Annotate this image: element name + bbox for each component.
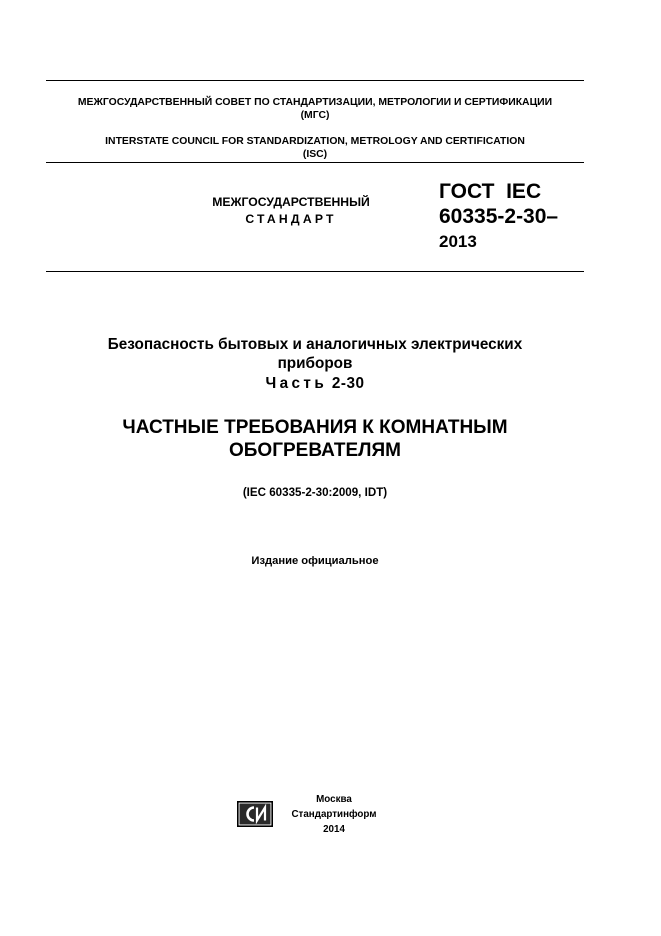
- standard-type-line1: МЕЖГОСУДАРСТВЕННЫЙ: [212, 195, 370, 209]
- top-rule: [46, 80, 584, 81]
- header-bottom-rule: [46, 271, 584, 272]
- subtitle-line2: ОБОГРЕВАТЕЛЯМ: [229, 440, 401, 461]
- publisher-name: Стандартинформ: [291, 809, 377, 820]
- iec-reference: (IEC 60335-2-30:2009, IDT): [242, 486, 388, 499]
- edition-note: Издание официальное: [251, 555, 379, 567]
- council-name-en: INTERSTATE COUNCIL FOR STANDARDIZATION, METROLOGY AND CERTIFICATION: [105, 136, 525, 147]
- standard-code-line3: 2013: [439, 232, 477, 251]
- standard-code-line2: 60335-2-30–: [439, 205, 559, 228]
- council-name-ru: МЕЖГОСУДАРСТВЕННЫЙ СОВЕТ ПО СТАНДАРТИЗАЦИИ, МЕТРОЛОГИИ И СЕРТИФИКАЦИИ: [77, 97, 553, 108]
- standard-type-line2: СТАНДАРТ: [245, 212, 337, 226]
- title-line2: приборов: [277, 355, 353, 372]
- publisher-city: Москва: [316, 794, 352, 805]
- title-line1: Безопасность бытовых и аналогичных электрических: [107, 336, 523, 353]
- part-word: Часть: [265, 375, 328, 392]
- council-abbr-ru: (МГС): [300, 110, 330, 121]
- subtitle-line1: ЧАСТНЫЕ ТРЕБОВАНИЯ К КОМНАТНЫМ: [122, 417, 508, 438]
- publisher-year: 2014: [323, 824, 345, 835]
- part-line: [46, 375, 584, 393]
- council-divider: [46, 162, 584, 163]
- standard-code-line1: ГОСТ IEC: [439, 180, 542, 203]
- standartinform-logo-icon: [237, 801, 273, 827]
- part-number: 2-30: [331, 375, 365, 392]
- council-abbr-en: (ISC): [302, 149, 328, 160]
